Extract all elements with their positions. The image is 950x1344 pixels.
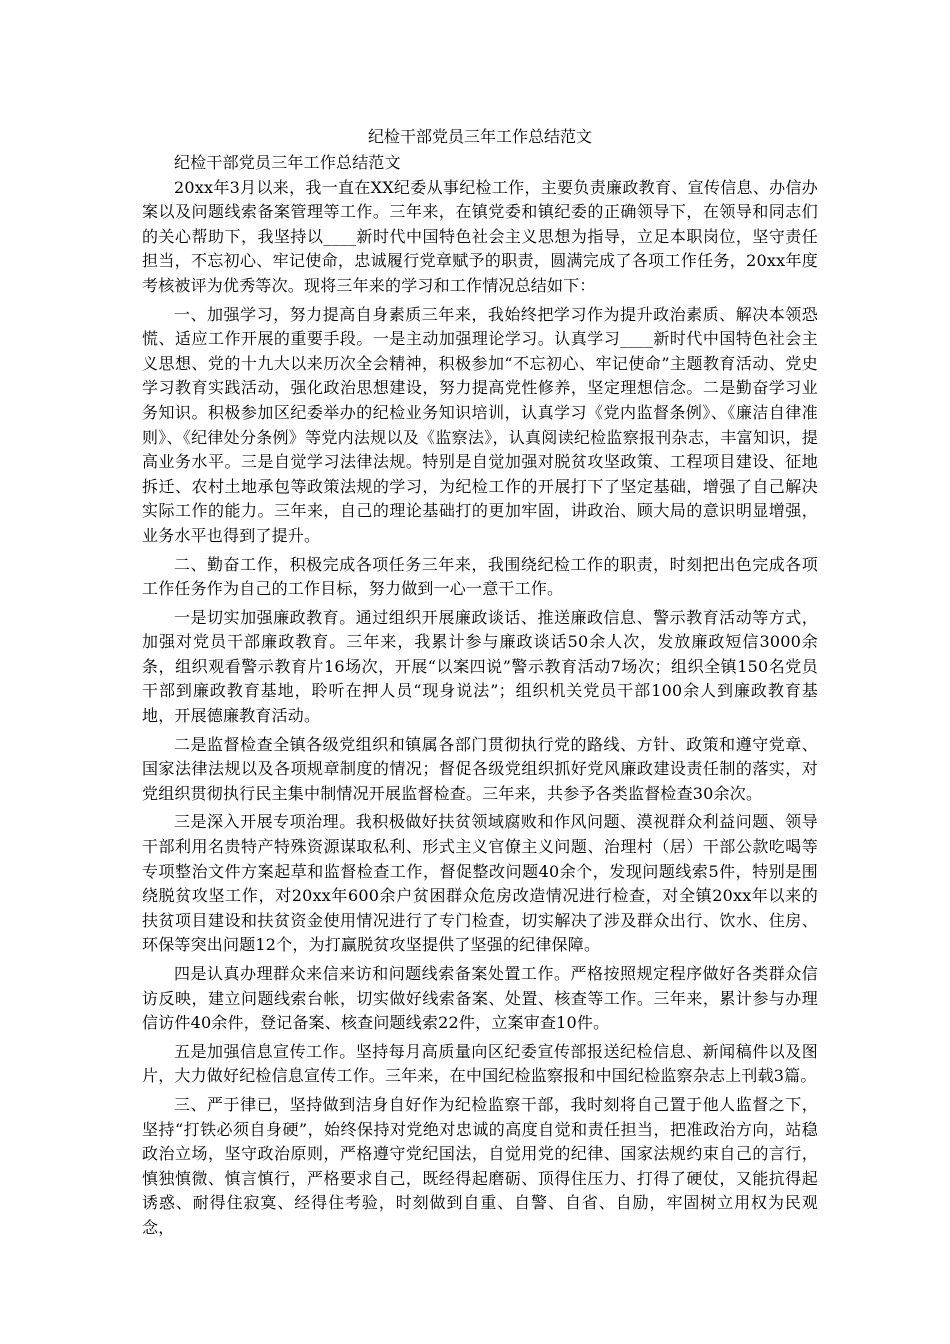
work-item-2-supervision: 二是监督检查全镇各级党组织和镇属各部门贯彻执行党的路线、方针、政策和遵守党章、国家法律法规以及各项规章制度的情况；督促各级党组织抓好党风廉政建设责任制的落实，对党组织贯彻执行民主集中制情况开展监督检查。三年来，共参予各类监督检查30余次。 [142,734,818,803]
intro-paragraph: 20xx年3月以来，我一直在XX纪委从事纪检工作，主要负责廉政教育、宣传信息、办信办案以及问题线索备案管理等工作。三年来，在镇党委和镇纪委的正确领导下，在领导和同志们的关心帮助下，我坚持以____新时代中国特色社会主义思想为指导，立足本职岗位，坚守责任担当，不忘初心、牢记使命，忠诚履行党章赋予的职责，圆满完成了各项工作任务，20xx年度考核被评为优秀等次。现将三年来的学习和工作情况总结如下： [142,177,818,295]
work-item-4-petitions: 四是认真办理群众来信来访和问题线索备案处置工作。严格按照规定程序做好各类群众信访反映，建立问题线索台帐，切实做好线索备案、处置、核查等工作。三年来，累计参与办理信访件40余件，登记备案、核查问题线索22件，立案审查10件。 [142,964,818,1033]
document-subtitle: 纪检干部党员三年工作总结范文 [174,153,401,172]
section-1-study: 一、加强学习，努力提高自身素质三年来，我始终把学习作为提升政治素质、解决本领恐慌、适应工作开展的重要手段。一是主动加强理论学习。认真学习____新时代中国特色社会主义思想、党的十九大以来历次全会精神，积极参加“不忘初心、牢记使命”主题教育活动、党史学习教育实践活动，强化政治思想建设，努力提高党性修养，坚定理想信念。二是勤奋学习业务知识。积极参加区纪委举办的纪检业务知识培训，认真学习《党内监督条例》、《廉洁自律准则》、《纪律处分条例》等党内法规以及《监察法》，认真阅读纪检监察报刊杂志，丰富知识，提高业务水平。三是自觉学习法律法规。特别是自觉加强对脱贫攻坚政策、工程项目建设、征地拆迁、农村土地承包等政策法规的学习，为纪检工作的开展打下了坚定基础，增强了自己解决实际工作的能力。三年来，自己的理论基础打的更加牢固，讲政治、顾大局的意识明显增强，业务水平也得到了提升。 [142,304,818,545]
document-page [142,125,818,1245]
work-item-3-governance: 三是深入开展专项治理。我积极做好扶贫领域腐败和作风问题、漠视群众利益问题、领导干部利用名贵特产特殊资源谋取私利、形式主义官僚主义问题、治理村（居）干部公款吃喝等专项整治文件方案起草和监督检查工作，督促整改问题40余个，发现问题线索5件，特别是围绕脱贫攻坚工作，对20xx年600余户贫困群众危房改造情况进行检查，对全镇20xx年以来的扶贫项目建设和扶贫资金使用情况进行了专门检查，切实解决了涉及群众出行、饮水、住房、环保等突出问题12个，为打赢脱贫攻坚提供了坚强的纪律保障。 [142,812,818,955]
work-item-5-publicity: 五是加强信息宣传工作。坚持每月高质量向区纪委宣传部报送纪检信息、新闻稿件以及图片，大力做好纪检信息宣传工作。三年来，在中国纪检监察报和中国纪检监察杂志上刊载3篇。 [142,1041,818,1086]
section-2-work: 二、勤奋工作，积极完成各项任务三年来，我围绕纪检工作的职责，时刻把出色完成各项工作任务作为自己的工作目标，努力做到一心一意干工作。 [142,554,818,599]
work-item-1-education: 一是切实加强廉政教育。通过组织开展廉政谈话、推送廉政信息、警示教育活动等方式，加强对党员干部廉政教育。三年来，我累计参与廉政谈话50余人次，发放廉政短信3000余条，组织观看警示教育片16场次，开展“以案四说”警示教育活动7场次；组织全镇150名党员干部到廉政教育基地，聆听在押人员“现身说法”；组织机关党员干部100余人到廉政教育基地，开展德廉教育活动。 [142,607,818,726]
section-3-discipline: 三、严于律已，坚持做到洁身自好作为纪检监察干部，我时刻将自己置于他人监督之下，坚持“打铁必须自身硬”，始终保持对党绝对忠诚的高度自觉和责任担当，把准政治方向，站稳政治立场，坚守政治原则，严格遵守党纪国法，自觉用党的纪律、国家法规约束自己的言行，慎独慎微、慎言慎行，严格要求自己，既经得起磨砺、顶得住压力、打得了硬仗，又能抗得起诱惑、耐得住寂寞、经得住考验，时刻做到自重、自警、自省、自励，牢固树立用权为民观念， [142,1094,818,1237]
document-title: 纪检干部党员三年工作总结范文 [367,127,592,146]
